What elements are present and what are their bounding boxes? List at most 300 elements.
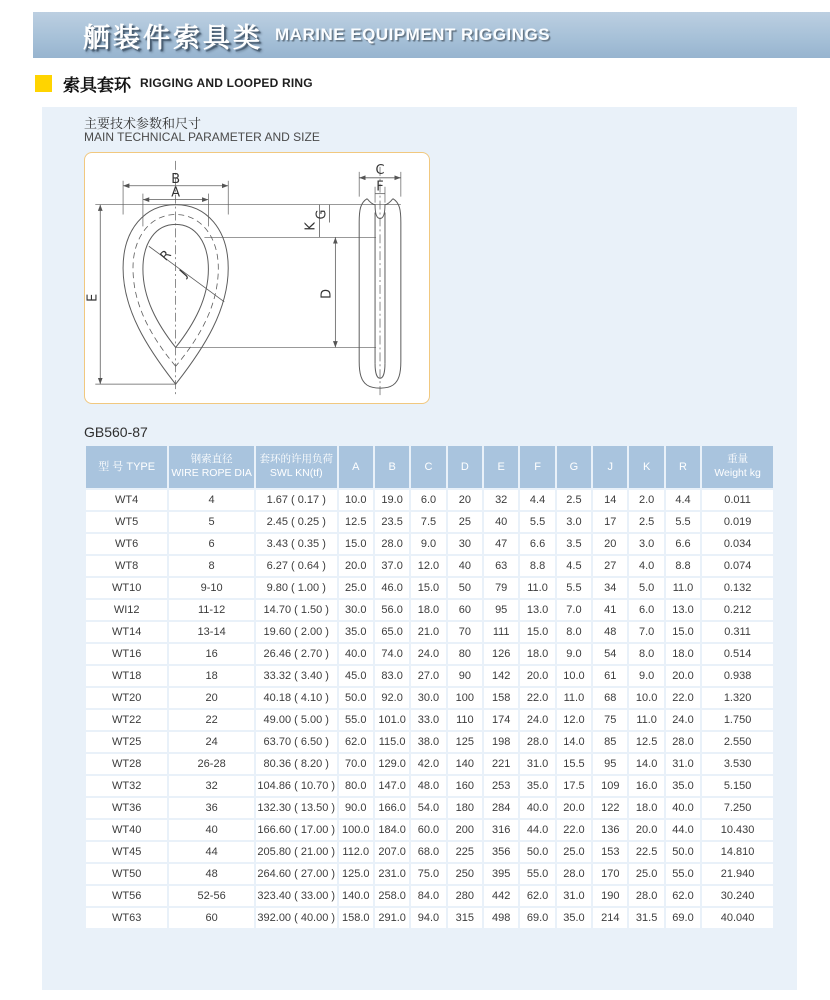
table-cell: 11.0 [666, 578, 700, 598]
table-cell: 20.0 [520, 666, 554, 686]
table-cell: 22.5 [629, 842, 663, 862]
table-cell: 26-28 [169, 754, 254, 774]
table-cell: 221 [484, 754, 518, 774]
spec-table-body [86, 490, 773, 928]
table-cell: 33.0 [411, 710, 445, 730]
table-cell: 23.5 [375, 512, 409, 532]
table-cell: 12.5 [339, 512, 373, 532]
table-cell: 90 [448, 666, 482, 686]
table-cell: WT16 [86, 644, 167, 664]
table-cell: 41 [593, 600, 627, 620]
table-cell: 40.0 [520, 798, 554, 818]
table-cell: 3.43 ( 0.35 ) [256, 534, 337, 554]
table-header-row [86, 446, 773, 488]
dim-label-r: R [157, 247, 175, 265]
header-weight [702, 446, 773, 488]
table-cell: 190 [593, 886, 627, 906]
table-row [86, 688, 773, 708]
header-wire-rope-dia [169, 446, 254, 488]
table-cell: 40.18 ( 4.10 ) [256, 688, 337, 708]
table-cell: 48 [169, 864, 254, 884]
table-cell: 24.0 [520, 710, 554, 730]
table-cell: 147.0 [375, 776, 409, 796]
table-row [86, 710, 773, 730]
table-cell: 3.0 [629, 534, 663, 554]
table-cell: 5.5 [520, 512, 554, 532]
table-cell: 10.0 [557, 666, 591, 686]
dim-label-j: J [177, 267, 191, 281]
table-cell: 2.5 [557, 490, 591, 510]
table-cell: 70 [448, 622, 482, 642]
table-cell: 15.0 [411, 578, 445, 598]
table-cell: 35.0 [520, 776, 554, 796]
header-wire-zh: 钢索直径 [190, 453, 233, 466]
table-cell: 2.5 [629, 512, 663, 532]
table-cell: 125 [448, 732, 482, 752]
table-cell: 33.32 ( 3.40 ) [256, 666, 337, 686]
table-cell: 52-56 [169, 886, 254, 906]
table-cell: 5.5 [557, 578, 591, 598]
header-dim-j: J [593, 446, 627, 488]
table-cell: 184.0 [375, 820, 409, 840]
banner-title-zh: 舾装件索具类 [83, 22, 263, 53]
yellow-bullet-icon [35, 75, 52, 92]
table-cell: WT63 [86, 908, 167, 928]
dim-label-b: B [171, 171, 181, 187]
section-title-en: RIGGING AND LOOPED RING [140, 76, 313, 90]
table-cell: 20 [169, 688, 254, 708]
table-cell: 13-14 [169, 622, 254, 642]
table-cell: 40.0 [339, 644, 373, 664]
table-cell: 207.0 [375, 842, 409, 862]
table-cell: 54 [593, 644, 627, 664]
table-cell: 5.5 [666, 512, 700, 532]
table-cell: 44 [169, 842, 254, 862]
technical-drawing-box [84, 152, 430, 404]
table-cell: 32 [169, 776, 254, 796]
table-cell: 18 [169, 666, 254, 686]
table-cell: WT4 [86, 490, 167, 510]
table-cell: 80.0 [339, 776, 373, 796]
table-cell: 7.0 [629, 622, 663, 642]
table-cell: 15.0 [520, 622, 554, 642]
table-cell: 20 [448, 490, 482, 510]
table-cell: 160 [448, 776, 482, 796]
table-cell: 95 [484, 600, 518, 620]
param-title-zh: 主要技术参数和尺寸 [84, 116, 202, 131]
table-cell: 20.0 [666, 666, 700, 686]
table-cell: 69.0 [520, 908, 554, 928]
table-cell: 15.5 [557, 754, 591, 774]
table-row [86, 644, 773, 664]
standard-number: GB560-87 [84, 424, 148, 440]
table-cell: 50.0 [520, 842, 554, 862]
table-cell: WT20 [86, 688, 167, 708]
table-cell: 61 [593, 666, 627, 686]
table-cell: 40 [169, 820, 254, 840]
table-cell: 35.0 [557, 908, 591, 928]
table-cell: 27.0 [411, 666, 445, 686]
table-cell: 11-12 [169, 600, 254, 620]
table-cell: 44.0 [520, 820, 554, 840]
table-cell: 136 [593, 820, 627, 840]
header-dim-e: E [484, 446, 518, 488]
spec-table [84, 444, 775, 930]
table-cell: 48 [593, 622, 627, 642]
table-cell: 11.0 [557, 688, 591, 708]
table-cell: 0.212 [702, 600, 773, 620]
table-cell: 19.0 [375, 490, 409, 510]
table-cell: 104.86 ( 10.70 ) [256, 776, 337, 796]
table-cell: 6.27 ( 0.64 ) [256, 556, 337, 576]
table-cell: 28.0 [557, 864, 591, 884]
table-cell: 83.0 [375, 666, 409, 686]
table-cell: 14.810 [702, 842, 773, 862]
table-cell: 15.0 [339, 534, 373, 554]
dim-label-e: E [85, 293, 101, 302]
table-cell: 42.0 [411, 754, 445, 774]
table-cell: 2.45 ( 0.25 ) [256, 512, 337, 532]
table-cell: 0.311 [702, 622, 773, 642]
table-cell: 70.0 [339, 754, 373, 774]
header-weight-zh: 重量 [727, 453, 749, 466]
table-cell: 79 [484, 578, 518, 598]
banner-title-en: MARINE EQUIPMENT RIGGINGS [275, 25, 551, 44]
table-cell: 12.0 [557, 710, 591, 730]
table-cell: 20 [593, 534, 627, 554]
table-cell: 4.5 [557, 556, 591, 576]
header-weight-en: Weight kg [714, 467, 761, 479]
table-cell: 140.0 [339, 886, 373, 906]
table-cell: 166.60 ( 17.00 ) [256, 820, 337, 840]
table-cell: WT10 [86, 578, 167, 598]
table-cell: 92.0 [375, 688, 409, 708]
table-cell: 3.530 [702, 754, 773, 774]
dim-label-d: D [319, 288, 335, 299]
table-cell: 55.0 [339, 710, 373, 730]
table-cell: 14.0 [629, 754, 663, 774]
table-cell: 62.0 [339, 732, 373, 752]
table-cell: 7.250 [702, 798, 773, 818]
table-cell: 315 [448, 908, 482, 928]
table-cell: 75.0 [411, 864, 445, 884]
header-swl-en: SWL KN(tf) [269, 467, 323, 479]
table-cell: 16.0 [629, 776, 663, 796]
table-cell: 2.550 [702, 732, 773, 752]
table-cell: 12.5 [629, 732, 663, 752]
table-cell: 46.0 [375, 578, 409, 598]
table-cell: 26.46 ( 2.70 ) [256, 644, 337, 664]
table-cell: WT50 [86, 864, 167, 884]
table-cell: 28.0 [520, 732, 554, 752]
table-cell: 100.0 [339, 820, 373, 840]
table-row [86, 798, 773, 818]
page-banner [33, 12, 830, 58]
table-cell: 284 [484, 798, 518, 818]
table-cell: 65.0 [375, 622, 409, 642]
table-cell: 392.00 ( 40.00 ) [256, 908, 337, 928]
table-cell: WT28 [86, 754, 167, 774]
table-cell: 49.00 ( 5.00 ) [256, 710, 337, 730]
table-cell: 28.0 [629, 886, 663, 906]
table-cell: 54.0 [411, 798, 445, 818]
header-dim-k: K [629, 446, 663, 488]
table-cell: 6 [169, 534, 254, 554]
table-cell: 10.430 [702, 820, 773, 840]
table-row [86, 666, 773, 686]
table-row [86, 512, 773, 532]
table-cell: 129.0 [375, 754, 409, 774]
header-type: 型 号 TYPE [86, 446, 167, 488]
table-cell: 40.040 [702, 908, 773, 928]
thimble-technical-drawing [85, 153, 429, 403]
table-cell: 14 [593, 490, 627, 510]
table-cell: 231.0 [375, 864, 409, 884]
table-cell: 7.5 [411, 512, 445, 532]
table-cell: 174 [484, 710, 518, 730]
table-cell: 158 [484, 688, 518, 708]
table-cell: 68 [593, 688, 627, 708]
table-cell: 158.0 [339, 908, 373, 928]
table-cell: WT45 [86, 842, 167, 862]
table-cell: 4.4 [520, 490, 554, 510]
header-dim-g: G [557, 446, 591, 488]
table-cell: 280 [448, 886, 482, 906]
table-cell: 13.0 [520, 600, 554, 620]
table-cell: 40 [448, 556, 482, 576]
table-cell: 9.0 [557, 644, 591, 664]
table-cell: 225 [448, 842, 482, 862]
table-cell: 36 [169, 798, 254, 818]
table-cell: 30.0 [411, 688, 445, 708]
table-cell: 0.034 [702, 534, 773, 554]
header-swl [256, 446, 337, 488]
section-title-zh: 索具套环 [63, 75, 131, 95]
table-cell: 115.0 [375, 732, 409, 752]
table-cell: 110 [448, 710, 482, 730]
table-cell: 55.0 [666, 864, 700, 884]
header-dim-c: C [411, 446, 445, 488]
table-cell: WT5 [86, 512, 167, 532]
table-cell: 170 [593, 864, 627, 884]
table-cell: 68.0 [411, 842, 445, 862]
table-cell: 0.019 [702, 512, 773, 532]
table-cell: 205.80 ( 21.00 ) [256, 842, 337, 862]
table-cell: 11.0 [629, 710, 663, 730]
header-dim-a: A [339, 446, 373, 488]
table-cell: 27 [593, 556, 627, 576]
table-cell: 5.0 [629, 578, 663, 598]
table-cell: 63.70 ( 6.50 ) [256, 732, 337, 752]
table-cell: 8.8 [666, 556, 700, 576]
header-dim-f: F [520, 446, 554, 488]
table-cell: 21.940 [702, 864, 773, 884]
table-cell: 28.0 [375, 534, 409, 554]
table-cell: 14.0 [557, 732, 591, 752]
param-title-en: MAIN TECHNICAL PARAMETER AND SIZE [84, 130, 320, 144]
dim-label-g: G [314, 209, 330, 220]
table-cell: 8.0 [629, 644, 663, 664]
table-cell: 9.0 [411, 534, 445, 554]
table-cell: 20.0 [339, 556, 373, 576]
table-cell: 3.0 [557, 512, 591, 532]
dim-label-k: K [303, 222, 319, 231]
table-cell: 3.5 [557, 534, 591, 554]
table-cell: 31.0 [557, 886, 591, 906]
table-cell: 0.011 [702, 490, 773, 510]
table-cell: 38.0 [411, 732, 445, 752]
table-cell: 442 [484, 886, 518, 906]
table-cell: 32 [484, 490, 518, 510]
content-panel [42, 107, 797, 990]
table-cell: 198 [484, 732, 518, 752]
table-cell: 356 [484, 842, 518, 862]
table-cell: 95 [593, 754, 627, 774]
table-cell: 1.750 [702, 710, 773, 730]
table-cell: 14.70 ( 1.50 ) [256, 600, 337, 620]
header-swl-zh: 套环的许用负荷 [259, 453, 333, 466]
header-dim-b: B [375, 446, 409, 488]
table-cell: 31.0 [666, 754, 700, 774]
table-cell: WT25 [86, 732, 167, 752]
table-cell: 5.150 [702, 776, 773, 796]
table-cell: 60 [169, 908, 254, 928]
table-cell: 112.0 [339, 842, 373, 862]
table-cell: 323.40 ( 33.00 ) [256, 886, 337, 906]
table-cell: 253 [484, 776, 518, 796]
table-cell: 12.0 [411, 556, 445, 576]
table-cell: 18.0 [666, 644, 700, 664]
table-cell: WT6 [86, 534, 167, 554]
header-wire-en: WIRE ROPE DIA [171, 467, 252, 479]
table-cell: 84.0 [411, 886, 445, 906]
table-cell: 28.0 [666, 732, 700, 752]
table-cell: 62.0 [520, 886, 554, 906]
table-cell: 6.6 [520, 534, 554, 554]
table-row [86, 864, 773, 884]
table-cell: 19.60 ( 2.00 ) [256, 622, 337, 642]
table-cell: 40.0 [666, 798, 700, 818]
table-cell: 85 [593, 732, 627, 752]
table-cell: 30 [448, 534, 482, 554]
table-row [86, 556, 773, 576]
table-cell: 50.0 [666, 842, 700, 862]
table-cell: 10.0 [629, 688, 663, 708]
table-cell: 2.0 [629, 490, 663, 510]
table-cell: 24.0 [411, 644, 445, 664]
table-cell: 0.132 [702, 578, 773, 598]
table-cell: 35.0 [666, 776, 700, 796]
table-cell: 60.0 [411, 820, 445, 840]
table-cell: 4.0 [629, 556, 663, 576]
table-cell: 0.938 [702, 666, 773, 686]
table-cell: 90.0 [339, 798, 373, 818]
table-cell: 25 [448, 512, 482, 532]
table-cell: 24.0 [666, 710, 700, 730]
table-cell: WT40 [86, 820, 167, 840]
table-cell: 15.0 [666, 622, 700, 642]
table-cell: 4 [169, 490, 254, 510]
table-cell: 17.5 [557, 776, 591, 796]
table-cell: 20.0 [629, 820, 663, 840]
table-cell: 45.0 [339, 666, 373, 686]
table-cell: 22.0 [520, 688, 554, 708]
table-cell: 37.0 [375, 556, 409, 576]
table-cell: 291.0 [375, 908, 409, 928]
table-row [86, 622, 773, 642]
table-cell: WT56 [86, 886, 167, 906]
table-cell: 10.0 [339, 490, 373, 510]
table-cell: 4.4 [666, 490, 700, 510]
table-cell: 16 [169, 644, 254, 664]
table-cell: 63 [484, 556, 518, 576]
table-cell: 80.36 ( 8.20 ) [256, 754, 337, 774]
table-cell: 258.0 [375, 886, 409, 906]
table-cell: 6.0 [411, 490, 445, 510]
table-cell: 62.0 [666, 886, 700, 906]
table-row [86, 754, 773, 774]
table-cell: 395 [484, 864, 518, 884]
table-cell: 69.0 [666, 908, 700, 928]
table-cell: 50.0 [339, 688, 373, 708]
table-cell: 47 [484, 534, 518, 554]
table-cell: WT18 [86, 666, 167, 686]
table-cell: 56.0 [375, 600, 409, 620]
table-cell: 34 [593, 578, 627, 598]
table-cell: 0.514 [702, 644, 773, 664]
dim-label-a: A [171, 185, 181, 201]
table-cell: 8 [169, 556, 254, 576]
table-cell: 132.30 ( 13.50 ) [256, 798, 337, 818]
table-cell: 18.0 [629, 798, 663, 818]
table-cell: 30.0 [339, 600, 373, 620]
table-cell: 153 [593, 842, 627, 862]
table-cell: WT36 [86, 798, 167, 818]
table-row [86, 578, 773, 598]
table-cell: 200 [448, 820, 482, 840]
section-heading [35, 74, 313, 95]
table-cell: 80 [448, 644, 482, 664]
table-row [86, 490, 773, 510]
table-cell: 60 [448, 600, 482, 620]
table-cell: 13.0 [666, 600, 700, 620]
dim-label-f: F [376, 179, 384, 195]
table-cell: 1.320 [702, 688, 773, 708]
table-row [86, 886, 773, 906]
table-cell: 20.0 [557, 798, 591, 818]
table-cell: 100 [448, 688, 482, 708]
table-cell: 9-10 [169, 578, 254, 598]
table-cell: 9.0 [629, 666, 663, 686]
table-cell: 142 [484, 666, 518, 686]
table-cell: WT14 [86, 622, 167, 642]
table-cell: 9.80 ( 1.00 ) [256, 578, 337, 598]
table-cell: 8.8 [520, 556, 554, 576]
table-cell: 44.0 [666, 820, 700, 840]
table-cell: 125.0 [339, 864, 373, 884]
table-cell: 6.6 [666, 534, 700, 554]
table-cell: 48.0 [411, 776, 445, 796]
table-cell: 75 [593, 710, 627, 730]
table-cell: 1.67 ( 0.17 ) [256, 490, 337, 510]
table-cell: 30.240 [702, 886, 773, 906]
table-row [86, 600, 773, 620]
table-cell: 101.0 [375, 710, 409, 730]
table-cell: 109 [593, 776, 627, 796]
header-dim-d: D [448, 446, 482, 488]
table-cell: 5 [169, 512, 254, 532]
table-cell: 35.0 [339, 622, 373, 642]
